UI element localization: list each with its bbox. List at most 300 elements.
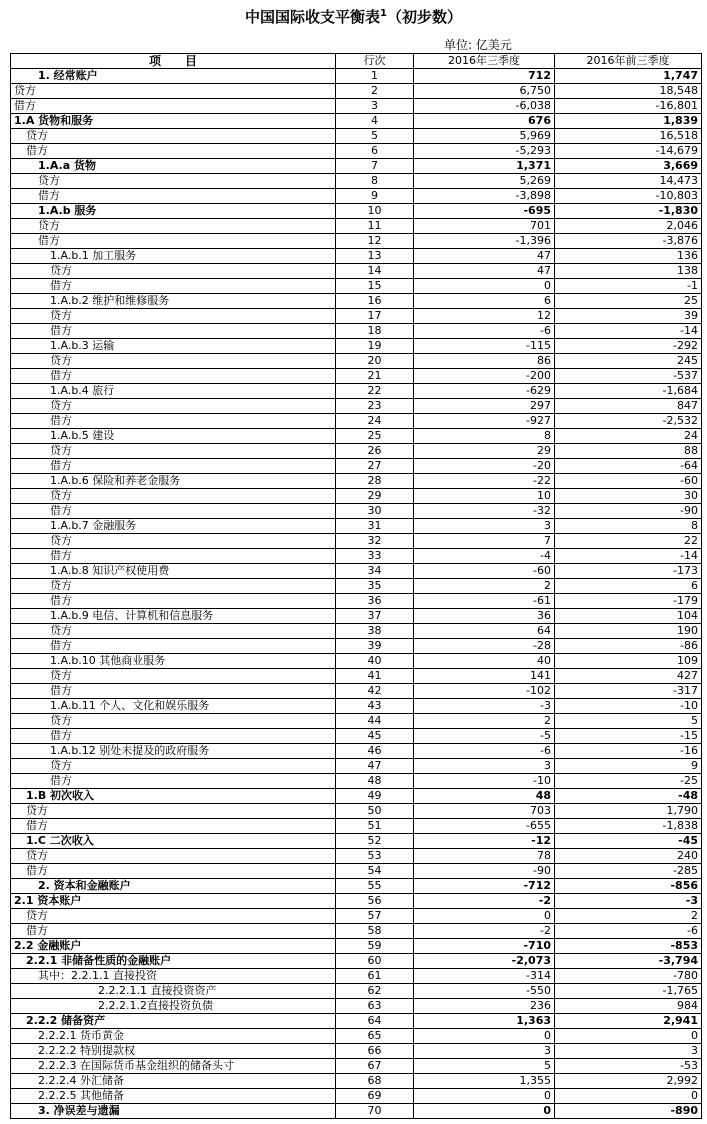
row-line-no: 17 [336, 309, 414, 324]
row-value-q3-2016: -6 [414, 744, 555, 759]
row-value-first-three-quarters-2016: -60 [555, 474, 702, 489]
row-label: 贷方 [11, 669, 336, 684]
table-row [11, 459, 702, 474]
row-label: 借方 [11, 819, 336, 834]
row-line-no: 7 [336, 159, 414, 174]
row-value-first-three-quarters-2016: -48 [555, 789, 702, 804]
row-line-no: 2 [336, 84, 414, 99]
row-value-first-three-quarters-2016: 0 [555, 1029, 702, 1044]
row-line-no: 41 [336, 669, 414, 684]
row-label: 1.A.b.7 金融服务 [11, 519, 336, 534]
row-line-no: 29 [336, 489, 414, 504]
row-line-no: 32 [336, 534, 414, 549]
row-value-first-three-quarters-2016: -14,679 [555, 144, 702, 159]
row-line-no: 55 [336, 879, 414, 894]
row-line-no: 36 [336, 594, 414, 609]
row-line-no: 25 [336, 429, 414, 444]
row-value-q3-2016: 86 [414, 354, 555, 369]
table-row [11, 684, 702, 699]
row-label: 贷方 [11, 489, 336, 504]
row-label: 贷方 [11, 579, 336, 594]
row-line-no: 5 [336, 129, 414, 144]
row-line-no: 8 [336, 174, 414, 189]
row-value-q3-2016: -710 [414, 939, 555, 954]
row-line-no: 11 [336, 219, 414, 234]
table-row [11, 99, 702, 114]
row-value-q3-2016: -712 [414, 879, 555, 894]
row-value-first-three-quarters-2016: 2,046 [555, 219, 702, 234]
row-value-q3-2016: 703 [414, 804, 555, 819]
row-value-first-three-quarters-2016: -64 [555, 459, 702, 474]
row-value-first-three-quarters-2016: 190 [555, 624, 702, 639]
table-row [11, 669, 702, 684]
row-value-q3-2016: -2,073 [414, 954, 555, 969]
row-label: 1. 经常账户 [11, 69, 336, 84]
row-value-q3-2016: 6,750 [414, 84, 555, 99]
row-value-q3-2016: -5 [414, 729, 555, 744]
row-line-no: 42 [336, 684, 414, 699]
row-value-q3-2016: 0 [414, 279, 555, 294]
table-row [11, 714, 702, 729]
row-value-first-three-quarters-2016: 88 [555, 444, 702, 459]
table-row [11, 144, 702, 159]
row-line-no: 24 [336, 414, 414, 429]
row-value-first-three-quarters-2016: -16,801 [555, 99, 702, 114]
row-value-first-three-quarters-2016: -537 [555, 369, 702, 384]
row-value-first-three-quarters-2016: 39 [555, 309, 702, 324]
table-row [11, 204, 702, 219]
row-value-first-three-quarters-2016: -15 [555, 729, 702, 744]
row-value-q3-2016: -3,898 [414, 189, 555, 204]
row-label: 1.A.a 货物 [11, 159, 336, 174]
row-line-no: 45 [336, 729, 414, 744]
row-label: 借方 [11, 924, 336, 939]
balance-of-payments-table [10, 53, 702, 1119]
table-row [11, 729, 702, 744]
row-value-q3-2016: 47 [414, 264, 555, 279]
table-row [11, 1029, 702, 1044]
table-row [11, 114, 702, 129]
table-row [11, 69, 702, 84]
row-line-no: 61 [336, 969, 414, 984]
table-row [11, 189, 702, 204]
header-q3-2016: 2016年三季度 [414, 54, 555, 69]
row-line-no: 23 [336, 399, 414, 414]
row-label: 贷方 [11, 264, 336, 279]
row-line-no: 70 [336, 1104, 414, 1119]
row-value-first-three-quarters-2016: 427 [555, 669, 702, 684]
row-label: 借方 [11, 774, 336, 789]
row-line-no: 13 [336, 249, 414, 264]
row-value-first-three-quarters-2016: 1,747 [555, 69, 702, 84]
row-value-q3-2016: -32 [414, 504, 555, 519]
row-value-first-three-quarters-2016: -16 [555, 744, 702, 759]
table-row [11, 954, 702, 969]
table-row [11, 474, 702, 489]
row-line-no: 22 [336, 384, 414, 399]
table-row [11, 414, 702, 429]
row-value-first-three-quarters-2016: -853 [555, 939, 702, 954]
row-line-no: 33 [336, 549, 414, 564]
row-value-q3-2016: -4 [414, 549, 555, 564]
title-footnote-mark: 1 [380, 8, 387, 19]
row-label: 借方 [11, 279, 336, 294]
row-label: 借方 [11, 549, 336, 564]
table-row [11, 234, 702, 249]
row-value-q3-2016: 676 [414, 114, 555, 129]
row-value-q3-2016: 7 [414, 534, 555, 549]
row-value-first-three-quarters-2016: -2,532 [555, 414, 702, 429]
row-line-no: 52 [336, 834, 414, 849]
row-label: 借方 [11, 594, 336, 609]
row-label: 借方 [11, 684, 336, 699]
table-row [11, 909, 702, 924]
table-row [11, 879, 702, 894]
row-value-first-three-quarters-2016: -10 [555, 699, 702, 714]
row-value-q3-2016: -28 [414, 639, 555, 654]
table-row [11, 1044, 702, 1059]
table-row [11, 1089, 702, 1104]
table-row [11, 489, 702, 504]
table-row [11, 264, 702, 279]
row-value-q3-2016: -12 [414, 834, 555, 849]
row-line-no: 15 [336, 279, 414, 294]
row-value-q3-2016: -102 [414, 684, 555, 699]
table-row [11, 924, 702, 939]
table-row [11, 534, 702, 549]
row-value-first-three-quarters-2016: 6 [555, 579, 702, 594]
table-row [11, 129, 702, 144]
row-value-q3-2016: 1,355 [414, 1074, 555, 1089]
row-value-q3-2016: 5,969 [414, 129, 555, 144]
row-label: 借方 [11, 324, 336, 339]
row-label: 1.C 二次收入 [11, 834, 336, 849]
row-label: 1.A.b.3 运输 [11, 339, 336, 354]
row-line-no: 58 [336, 924, 414, 939]
row-value-q3-2016: -3 [414, 699, 555, 714]
row-value-first-three-quarters-2016: -3,876 [555, 234, 702, 249]
row-value-q3-2016: -90 [414, 864, 555, 879]
table-row [11, 504, 702, 519]
row-label: 1.A.b.4 旅行 [11, 384, 336, 399]
row-value-first-three-quarters-2016: -890 [555, 1104, 702, 1119]
row-value-first-three-quarters-2016: -1,830 [555, 204, 702, 219]
row-value-first-three-quarters-2016: -1,684 [555, 384, 702, 399]
table-row [11, 969, 702, 984]
row-label: 贷方 [11, 219, 336, 234]
row-value-first-three-quarters-2016: 2,992 [555, 1074, 702, 1089]
row-value-first-three-quarters-2016: -86 [555, 639, 702, 654]
row-label: 1.A.b.6 保险和养老金服务 [11, 474, 336, 489]
table-row [11, 774, 702, 789]
row-line-no: 51 [336, 819, 414, 834]
row-label: 3. 净误差与遗漏 [11, 1104, 336, 1119]
table-row [11, 894, 702, 909]
row-value-q3-2016: 8 [414, 429, 555, 444]
row-value-q3-2016: -2 [414, 924, 555, 939]
row-value-q3-2016: 1,371 [414, 159, 555, 174]
row-value-q3-2016: -629 [414, 384, 555, 399]
row-label: 借方 [11, 144, 336, 159]
row-label: 1.A.b.10 其他商业服务 [11, 654, 336, 669]
row-line-no: 47 [336, 759, 414, 774]
row-value-q3-2016: 0 [414, 1029, 555, 1044]
row-value-first-three-quarters-2016: 30 [555, 489, 702, 504]
row-line-no: 63 [336, 999, 414, 1014]
row-value-first-three-quarters-2016: 847 [555, 399, 702, 414]
row-line-no: 66 [336, 1044, 414, 1059]
row-value-q3-2016: 6 [414, 294, 555, 309]
row-value-first-three-quarters-2016: 3 [555, 1044, 702, 1059]
row-value-q3-2016: -6 [414, 324, 555, 339]
row-value-q3-2016: 47 [414, 249, 555, 264]
row-value-first-three-quarters-2016: 1,839 [555, 114, 702, 129]
row-value-q3-2016: 2 [414, 714, 555, 729]
row-value-q3-2016: 3 [414, 759, 555, 774]
row-value-q3-2016: 3 [414, 519, 555, 534]
table-row [11, 159, 702, 174]
row-label: 借方 [11, 234, 336, 249]
row-value-first-three-quarters-2016: -25 [555, 774, 702, 789]
row-line-no: 65 [336, 1029, 414, 1044]
row-line-no: 49 [336, 789, 414, 804]
row-label: 贷方 [11, 714, 336, 729]
row-line-no: 67 [336, 1059, 414, 1074]
table-row [11, 354, 702, 369]
row-line-no: 39 [336, 639, 414, 654]
header-row [11, 54, 702, 69]
row-value-q3-2016: 78 [414, 849, 555, 864]
row-line-no: 21 [336, 369, 414, 384]
row-line-no: 28 [336, 474, 414, 489]
row-value-q3-2016: 64 [414, 624, 555, 639]
table-row [11, 999, 702, 1014]
row-label: 1.A.b.9 电信、计算机和信息服务 [11, 609, 336, 624]
row-line-no: 50 [336, 804, 414, 819]
row-label: 2. 资本和金融账户 [11, 879, 336, 894]
row-value-first-three-quarters-2016: -3 [555, 894, 702, 909]
table-row [11, 864, 702, 879]
row-value-q3-2016: 10 [414, 489, 555, 504]
table-row [11, 384, 702, 399]
table-row [11, 609, 702, 624]
row-label: 借方 [11, 639, 336, 654]
header-item: 项 目 [11, 54, 336, 69]
row-value-q3-2016: 29 [414, 444, 555, 459]
table-row [11, 369, 702, 384]
row-value-q3-2016: 236 [414, 999, 555, 1014]
row-value-q3-2016: -6,038 [414, 99, 555, 114]
row-label: 借方 [11, 414, 336, 429]
row-value-first-three-quarters-2016: 245 [555, 354, 702, 369]
row-line-no: 56 [336, 894, 414, 909]
row-label: 2.2 金融账户 [11, 939, 336, 954]
row-value-q3-2016: 2 [414, 579, 555, 594]
row-value-q3-2016: 40 [414, 654, 555, 669]
page-title [0, 6, 707, 27]
title-suffix: （初步数） [386, 8, 462, 26]
row-line-no: 59 [336, 939, 414, 954]
row-value-q3-2016: -20 [414, 459, 555, 474]
row-line-no: 46 [336, 744, 414, 759]
table-row [11, 174, 702, 189]
row-value-q3-2016: 3 [414, 1044, 555, 1059]
row-line-no: 57 [336, 909, 414, 924]
row-label: 2.2.2.1.1 直接投资资产 [11, 984, 336, 999]
table-row [11, 429, 702, 444]
table-row [11, 294, 702, 309]
row-value-q3-2016: -2 [414, 894, 555, 909]
row-value-first-three-quarters-2016: 136 [555, 249, 702, 264]
row-value-first-three-quarters-2016: 24 [555, 429, 702, 444]
row-value-first-three-quarters-2016: 104 [555, 609, 702, 624]
row-value-q3-2016: 701 [414, 219, 555, 234]
table-row [11, 84, 702, 99]
row-value-first-three-quarters-2016: 25 [555, 294, 702, 309]
row-label: 1.A.b.2 维护和维修服务 [11, 294, 336, 309]
table-row [11, 519, 702, 534]
row-line-no: 43 [336, 699, 414, 714]
row-label: 2.2.2.5 其他储备 [11, 1089, 336, 1104]
row-line-no: 3 [336, 99, 414, 114]
row-line-no: 62 [336, 984, 414, 999]
row-value-q3-2016: -22 [414, 474, 555, 489]
row-label: 1.A.b.5 建设 [11, 429, 336, 444]
row-value-q3-2016: -655 [414, 819, 555, 834]
row-value-q3-2016: 0 [414, 1089, 555, 1104]
row-line-no: 26 [336, 444, 414, 459]
row-label: 1.A.b.8 知识产权使用费 [11, 564, 336, 579]
row-line-no: 35 [336, 579, 414, 594]
table-row [11, 789, 702, 804]
row-label: 2.2.2.4 外汇储备 [11, 1074, 336, 1089]
row-value-first-three-quarters-2016: -1,765 [555, 984, 702, 999]
row-label: 贷方 [11, 444, 336, 459]
row-value-first-three-quarters-2016: 1,790 [555, 804, 702, 819]
row-line-no: 44 [336, 714, 414, 729]
table-row [11, 1014, 702, 1029]
row-value-q3-2016: 0 [414, 909, 555, 924]
row-value-q3-2016: -61 [414, 594, 555, 609]
row-label: 贷方 [11, 804, 336, 819]
row-value-q3-2016: -927 [414, 414, 555, 429]
table-row [11, 849, 702, 864]
table-row [11, 819, 702, 834]
row-value-q3-2016: 12 [414, 309, 555, 324]
row-value-first-three-quarters-2016: -6 [555, 924, 702, 939]
header-line-no: 行次 [336, 54, 414, 69]
table-row [11, 309, 702, 324]
table-row [11, 804, 702, 819]
row-value-first-three-quarters-2016: 2 [555, 909, 702, 924]
row-line-no: 38 [336, 624, 414, 639]
row-label: 借方 [11, 504, 336, 519]
row-line-no: 54 [336, 864, 414, 879]
row-label: 2.2.2.2 特别提款权 [11, 1044, 336, 1059]
table-row [11, 249, 702, 264]
row-label: 1.A.b 服务 [11, 204, 336, 219]
row-label: 借方 [11, 864, 336, 879]
row-line-no: 19 [336, 339, 414, 354]
table-row [11, 549, 702, 564]
row-value-first-three-quarters-2016: -14 [555, 324, 702, 339]
row-line-no: 6 [336, 144, 414, 159]
row-value-first-three-quarters-2016: -780 [555, 969, 702, 984]
row-line-no: 27 [336, 459, 414, 474]
row-line-no: 30 [336, 504, 414, 519]
row-label: 贷方 [11, 129, 336, 144]
row-label: 1.B 初次收入 [11, 789, 336, 804]
table-row [11, 639, 702, 654]
table-row [11, 279, 702, 294]
row-line-no: 10 [336, 204, 414, 219]
row-label: 1.A.b.12 别处未提及的政府服务 [11, 744, 336, 759]
row-line-no: 64 [336, 1014, 414, 1029]
row-line-no: 60 [336, 954, 414, 969]
row-value-first-three-quarters-2016: 240 [555, 849, 702, 864]
row-label: 2.2.2 储备资产 [11, 1014, 336, 1029]
row-value-q3-2016: -1,396 [414, 234, 555, 249]
row-value-first-three-quarters-2016: -317 [555, 684, 702, 699]
table-body [11, 69, 702, 1119]
row-label: 贷方 [11, 624, 336, 639]
row-value-first-three-quarters-2016: 984 [555, 999, 702, 1014]
row-line-no: 40 [336, 654, 414, 669]
row-label: 2.2.1 非储备性质的金融账户 [11, 954, 336, 969]
row-label: 贷方 [11, 759, 336, 774]
row-label: 贷方 [11, 309, 336, 324]
row-value-first-three-quarters-2016: 14,473 [555, 174, 702, 189]
row-line-no: 68 [336, 1074, 414, 1089]
row-label: 1.A.b.11 个人、文化和娱乐服务 [11, 699, 336, 714]
row-value-q3-2016: 5 [414, 1059, 555, 1074]
row-value-q3-2016: 0 [414, 1104, 555, 1119]
row-value-q3-2016: 712 [414, 69, 555, 84]
row-line-no: 9 [336, 189, 414, 204]
table-row [11, 339, 702, 354]
row-label: 贷方 [11, 84, 336, 99]
row-value-first-three-quarters-2016: -285 [555, 864, 702, 879]
row-label: 贷方 [11, 354, 336, 369]
row-line-no: 12 [336, 234, 414, 249]
row-label: 贷方 [11, 399, 336, 414]
table-row [11, 1059, 702, 1074]
row-value-q3-2016: -200 [414, 369, 555, 384]
row-value-q3-2016: -314 [414, 969, 555, 984]
row-value-first-three-quarters-2016: -292 [555, 339, 702, 354]
table-row [11, 594, 702, 609]
row-value-first-three-quarters-2016: 5 [555, 714, 702, 729]
row-value-first-three-quarters-2016: -14 [555, 549, 702, 564]
row-value-first-three-quarters-2016: -90 [555, 504, 702, 519]
row-label: 借方 [11, 99, 336, 114]
row-value-q3-2016: 48 [414, 789, 555, 804]
table-row [11, 984, 702, 999]
row-value-first-three-quarters-2016: -179 [555, 594, 702, 609]
row-value-q3-2016: -115 [414, 339, 555, 354]
row-line-no: 37 [336, 609, 414, 624]
unit-label: 单位: 亿美元 [444, 38, 512, 52]
row-value-first-three-quarters-2016: -1 [555, 279, 702, 294]
row-value-first-three-quarters-2016: 18,548 [555, 84, 702, 99]
row-value-first-three-quarters-2016: -53 [555, 1059, 702, 1074]
row-value-q3-2016: -695 [414, 204, 555, 219]
row-label: 贷方 [11, 534, 336, 549]
table-row [11, 399, 702, 414]
table-row [11, 834, 702, 849]
table-row [11, 939, 702, 954]
table-row [11, 1104, 702, 1119]
